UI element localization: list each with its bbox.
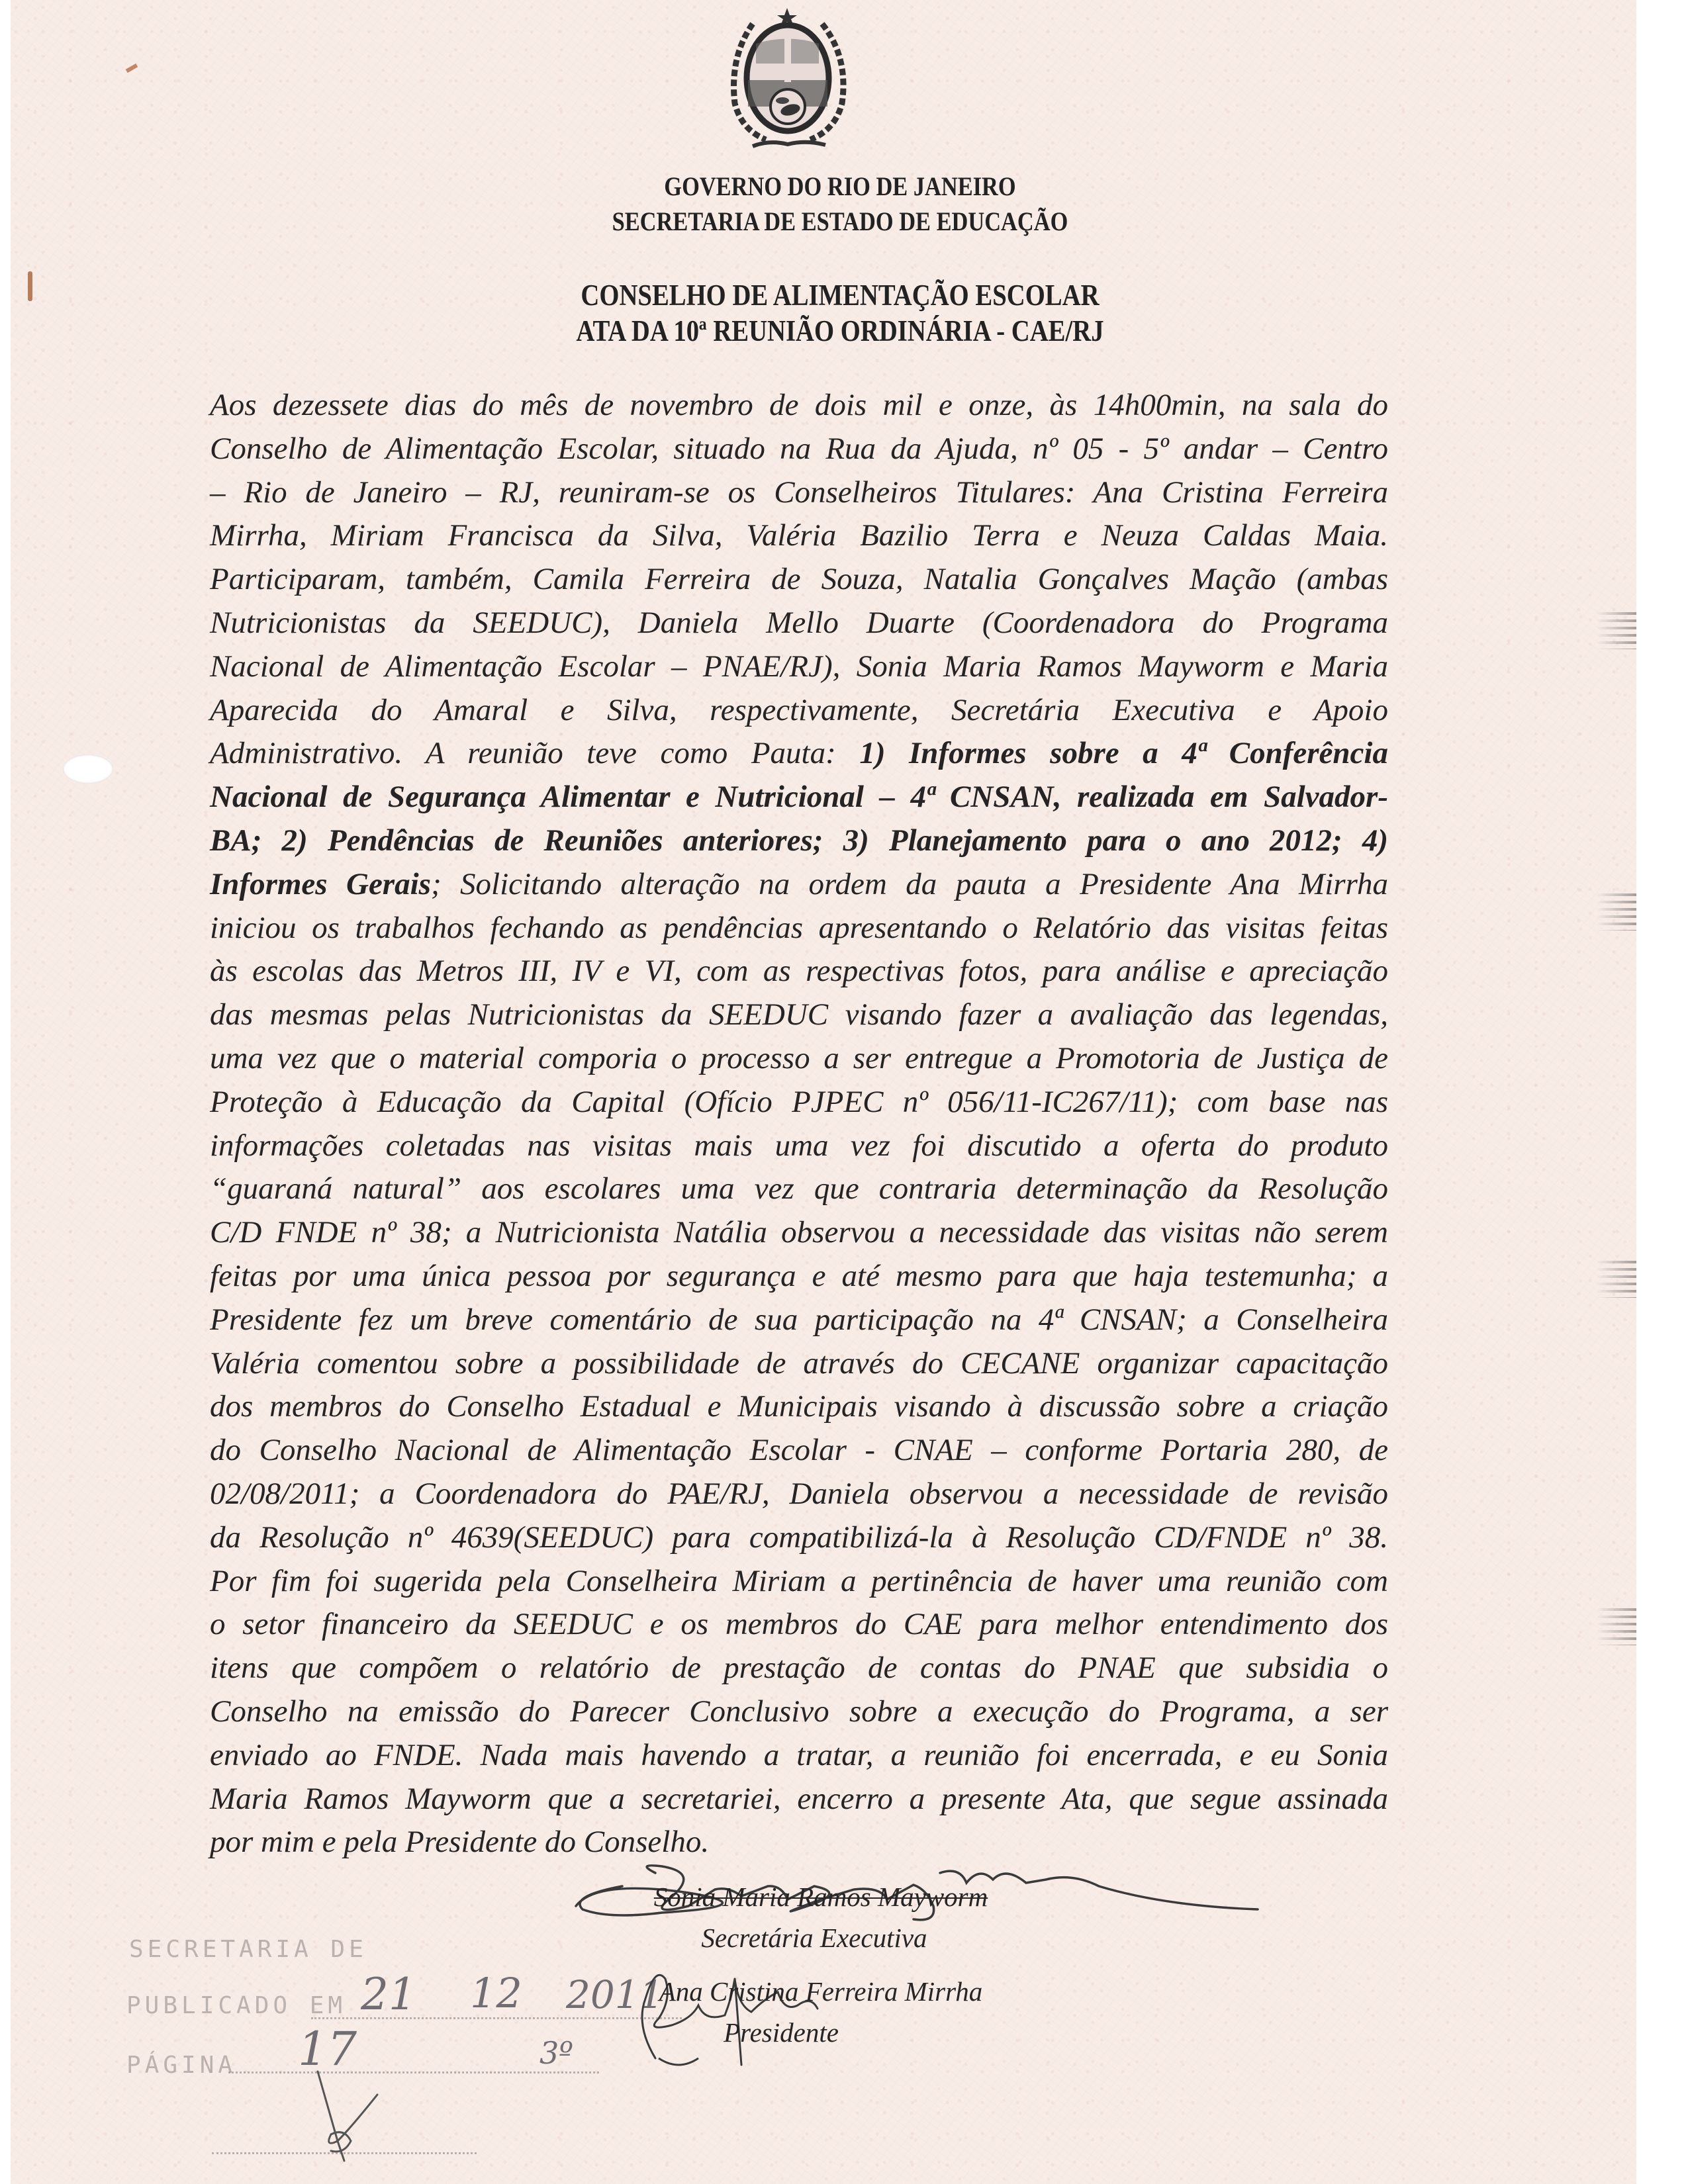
minutes-paragraph — [210, 384, 1388, 1864]
agenda-text-bold: Informes Gerais — [210, 866, 431, 901]
secretariat-heading: SECRETARIA DE ESTADO DE EDUCAÇÃO — [612, 206, 1068, 236]
paragraph-text: Participaram, também, Camila Ferreira de Souza, Natalia Gonçalves Mação (ambas — [210, 562, 1388, 597]
paragraph-line — [210, 993, 1388, 1037]
paragraph-text: do Conselho Nacional de Alimentação Escolar - CNAE – conforme Portaria 280, de — [210, 1433, 1388, 1468]
paragraph-line — [210, 1385, 1388, 1429]
scan-edge-mark — [1597, 893, 1636, 931]
coat-of-arms-emblem — [716, 4, 859, 156]
agenda-text-bold: Nacional de Segurança Alimentar e Nutricional – 4ª CNSAN, realizada em Salvador- — [210, 780, 1388, 815]
paragraph-line — [210, 1473, 1388, 1516]
secretary-role: Secretária Executiva — [701, 1923, 927, 1953]
paragraph-text: Mirrha, Miriam Francisca da Silva, Valéria Bazilio Terra e Neuza Caldas Maia. — [210, 518, 1388, 553]
paragraph-text: enviado ao FNDE. Nada mais havendo a tratar, a reunião foi encerrada, e eu Sonia — [210, 1737, 1388, 1772]
stamp-page-number: 17 — [298, 2022, 357, 2076]
paragraph-text: Aparecida do Amaral e Silva, respectivamente, Secretária Executiva e Apoio — [210, 692, 1388, 727]
paragraph-text: da Resolução nº 4639(SEEDUC) para compatibilizá-la à Resolução CD/FNDE nº 38. — [210, 1520, 1388, 1555]
paragraph-text: das mesmas pelas Nutricionistas da SEEDUC visando fazer a avaliação das legendas, — [210, 997, 1388, 1032]
paragraph-text: às escolas das Metros III, IV e VI, com as respectivas fotos, para análise e apreciação — [210, 954, 1388, 989]
paragraph-line — [210, 1167, 1388, 1211]
paragraph-line — [210, 1734, 1388, 1778]
paragraph-line — [210, 1647, 1388, 1690]
paragraph-line — [210, 950, 1388, 993]
stamp-page-label: PÁGINA — [126, 2052, 237, 2079]
paragraph-line — [210, 1778, 1388, 1821]
president-signature-block — [622, 1976, 1019, 2048]
paragraph-line — [210, 1560, 1388, 1604]
paragraph-text: feitas por uma única pessoa por segurança e até mesmo para que haja testemunha; a — [210, 1258, 1388, 1293]
rust-mark — [28, 271, 32, 301]
paragraph-text: Aos dezessete dias do mês de novembro de dois mil e onze, às 14h00min, na sala do — [210, 388, 1388, 422]
stamp-published-month: 12 — [470, 1969, 522, 2017]
government-heading: GOVERNO DO RIO DE JANEIRO — [664, 171, 1016, 201]
paragraph-line — [210, 558, 1388, 602]
paragraph-line — [210, 1081, 1388, 1124]
paragraph-line — [210, 732, 1388, 776]
paragraph-line — [210, 1429, 1388, 1473]
punch-hole-upper — [63, 754, 113, 784]
stamp-published-year: 2011 — [566, 1972, 664, 2017]
ribbon-icon — [753, 142, 825, 146]
paragraph-text: o setor financeiro da SEEDUC e os membros do CAE para melhor entendimento dos — [210, 1607, 1388, 1642]
scan-edge-mark — [1597, 612, 1636, 649]
paragraph-line — [210, 1342, 1388, 1386]
paragraph-text: Presidente fez um breve comentário de sua participação na 4ª CNSAN; a Conselheira — [210, 1302, 1388, 1337]
secretary-name: Sonia Maria Ramos Mayworm — [653, 1882, 988, 1912]
paragraph-line — [210, 907, 1388, 950]
president-name: Ana Cristina Ferreira Mirrha — [659, 1976, 983, 2007]
paragraph-line — [210, 645, 1388, 689]
paragraph-text: uma vez que o material comporia o processo a ser entregue a Promotoria de Justiça de — [210, 1040, 1388, 1075]
paragraph-text: por mim e pela Presidente do Conselho. — [210, 1825, 710, 1860]
paragraph-text: Por fim foi sugerida pela Conselheira Miriam a pertinência de haver uma reunião com — [210, 1563, 1388, 1598]
paragraph-line — [210, 1690, 1388, 1734]
paragraph-text: iniciou os trabalhos fechando as pendências apresentando o Relatório das visitas feitas — [210, 910, 1388, 945]
paragraph-line — [210, 384, 1388, 428]
agenda-text-bold: BA; 2) Pendências de Reuniões anteriores; 3) Planejamento para o ano 2012; 4) — [210, 823, 1388, 858]
paragraph-text: Maria Ramos Mayworm que a secretariei, encerro a presente Ata, que segue assinada — [210, 1781, 1388, 1816]
minutes-title: ATA DA 10ª REUNIÃO ORDINÁRIA - CAE/RJ — [576, 314, 1104, 347]
secretary-signature-block — [583, 1881, 1086, 1954]
paragraph-line — [210, 514, 1388, 558]
paragraph-line — [210, 1037, 1388, 1081]
president-role: Presidente — [724, 2017, 839, 2048]
stamp-published-label: PUBLICADO EM — [126, 1992, 347, 2019]
paragraph-text: ; Solicitando alteração na ordem da pauta a Presidente Ana Mirrha — [430, 866, 1388, 901]
paragraph-text: 02/08/2011; a Coordenadora do PAE/RJ, Daniela observou a necessidade de revisão — [210, 1476, 1388, 1511]
paragraph-line — [210, 689, 1388, 733]
paragraph-text: Valéria comentou sobre a possibilidade de através do CECANE organizar capacitação — [210, 1345, 1388, 1381]
paragraph-text: Conselho de Alimentação Escolar, situado na Rua da Ajuda, nº 05 - 5º andar – Centro — [210, 431, 1388, 466]
paragraph-line — [210, 1124, 1388, 1168]
paragraph-text: Proteção à Educação da Capital (Ofício PJPEC nº 056/11-IC267/11); com base nas — [210, 1084, 1388, 1119]
paragraph-line — [210, 819, 1388, 863]
scan-edge-mark — [1597, 1608, 1636, 1645]
paragraph-text: – Rio de Janeiro – RJ, reuniram-se os Conselheiros Titulares: Ana Cristina Ferreira — [210, 475, 1388, 510]
paragraph-line — [210, 602, 1388, 645]
paragraph-line — [210, 1603, 1388, 1647]
paragraph-line — [210, 1255, 1388, 1298]
paragraph-text: Administrativo. A reunião teve como Pauta: — [210, 736, 860, 771]
paragraph-line — [210, 1821, 1388, 1864]
stamp-rule — [228, 2071, 599, 2073]
paragraph-line — [210, 428, 1388, 471]
paragraph-line — [210, 1298, 1388, 1342]
stamp-published-day: 21 — [361, 1969, 416, 2020]
stamp-secretariat: SECRETARIA DE — [129, 1936, 367, 1963]
paragraph-line — [210, 1516, 1388, 1560]
stamp-page-suffix: 3º — [539, 2035, 573, 2071]
council-heading: CONSELHO DE ALIMENTAÇÃO ESCOLAR — [581, 279, 1100, 312]
paragraph-line — [210, 471, 1388, 515]
agenda-text-bold: 1) Informes sobre a 4ª Conferência — [859, 736, 1388, 771]
paragraph-text: “guaraná natural” aos escolares uma vez que contraria determinação da Resolução — [210, 1171, 1388, 1206]
scan-edge-mark — [1597, 1261, 1636, 1298]
paragraph-text: Conselho na emissão do Parecer Conclusivo sobre a execução do Programa, a ser — [210, 1694, 1388, 1729]
paragraph-text: Nacional de Alimentação Escolar – PNAE/RJ), Sonia Maria Ramos Mayworm e Maria — [210, 649, 1388, 684]
stamp-initials — [298, 2068, 397, 2174]
paragraph-text: dos membros do Conselho Estadual e Municipais visando à discussão sobre a criação — [210, 1389, 1388, 1424]
paragraph-text: Nutricionistas da SEEDUC), Daniela Mello Duarte (Coordenadora do Programa — [210, 605, 1388, 640]
paragraph-text: informações coletadas nas visitas mais uma vez foi discutido a oferta do produto — [210, 1128, 1388, 1163]
paragraph-line — [210, 776, 1388, 819]
paragraph-text: itens que compõem o relatório de prestação de contas do PNAE que subsidia o — [210, 1651, 1388, 1686]
paragraph-line — [210, 863, 1388, 907]
paragraph-text: C/D FNDE nº 38; a Nutricionista Natália observou a necessidade das visitas não serem — [210, 1215, 1388, 1250]
paragraph-line — [210, 1211, 1388, 1255]
